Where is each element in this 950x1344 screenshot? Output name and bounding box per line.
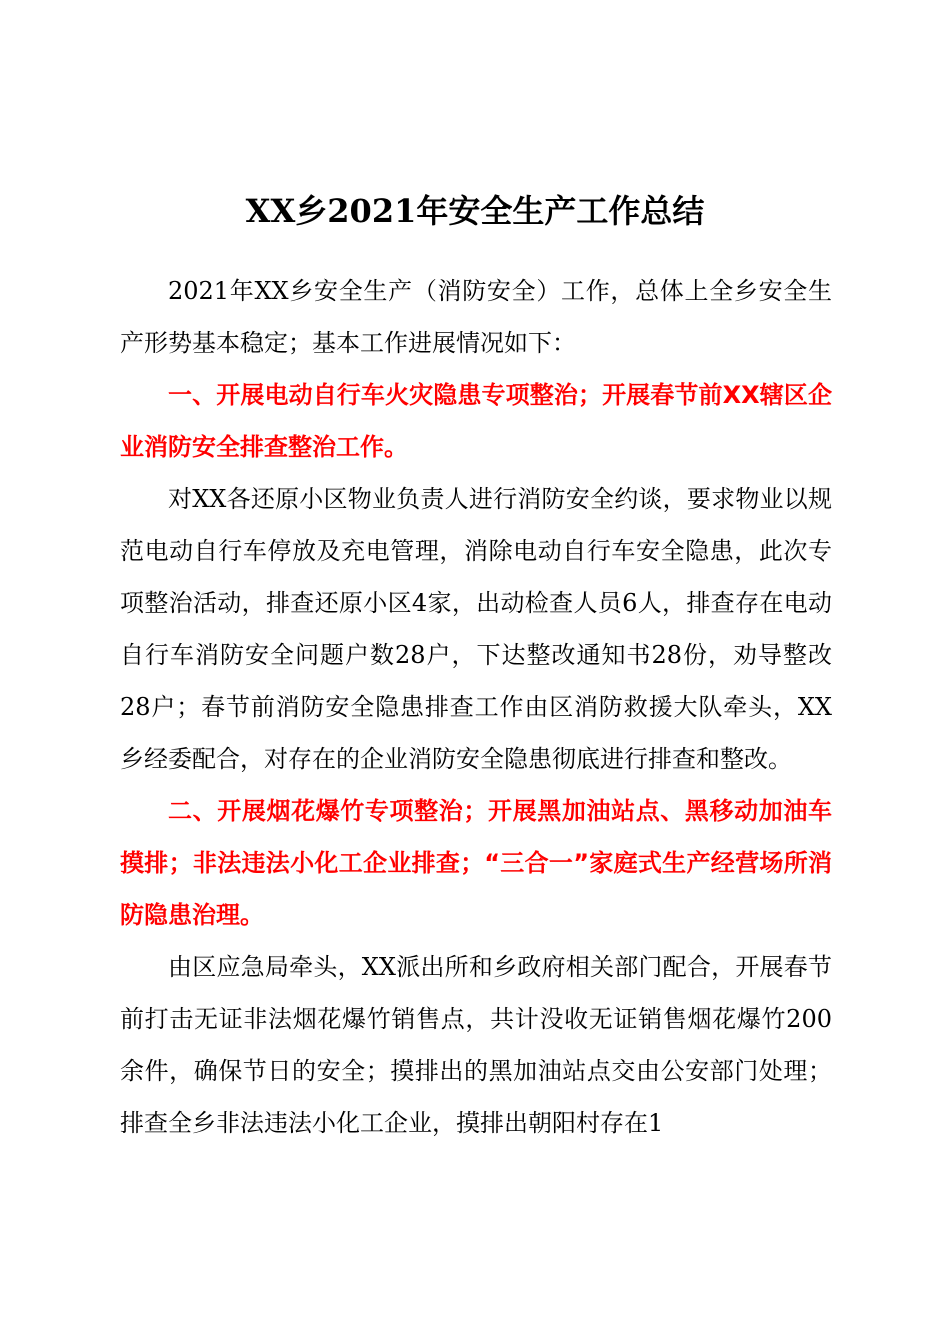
document-title: XX乡2021年安全生产工作总结 — [245, 192, 705, 230]
section-heading-2: 二、开展烟花爆竹专项整治；开展黑加油站点、黑移动加油车摸排；非法违法小化工企业排查；“三合一”家庭式生产经营场所消防隐患治理。 — [120, 797, 832, 929]
section-heading-1: 一、开展电动自行车火灾隐患专项整治；开展春节前XX辖区企业消防安全排查整治工作。 — [120, 381, 832, 461]
section-body-1: 对XX各还原小区物业负责人进行消防安全约谈，要求物业以规范电动自行车停放及充电管理，消除电动自行车安全隐患，此次专项整治活动，排查还原小区4家，出动检查人员6人，排查存在电动自行车消防安全问题户数28户，下达整改通知书28份，劝导整改28户；春节前消防安全隐患排查工作由区消防救援大队牵头，XX乡经委配合，对存在的企业消防安全隐患彻底进行排查和整改。 — [120, 485, 832, 773]
document-body — [120, 265, 832, 1149]
section-body-2: 由区应急局牵头，XX派出所和乡政府相关部门配合，开展春节前打击无证非法烟花爆竹销售点，共计没收无证销售烟花爆竹200余件，确保节日的安全；摸排出的黑加油站点交由公安部门处理；排查全乡非法违法小化工企业，摸排出朝阳村存在1 — [120, 953, 832, 1137]
intro-paragraph: 2021年XX乡安全生产（消防安全）工作，总体上全乡安全生产形势基本稳定；基本工作进展情况如下： — [120, 277, 832, 357]
